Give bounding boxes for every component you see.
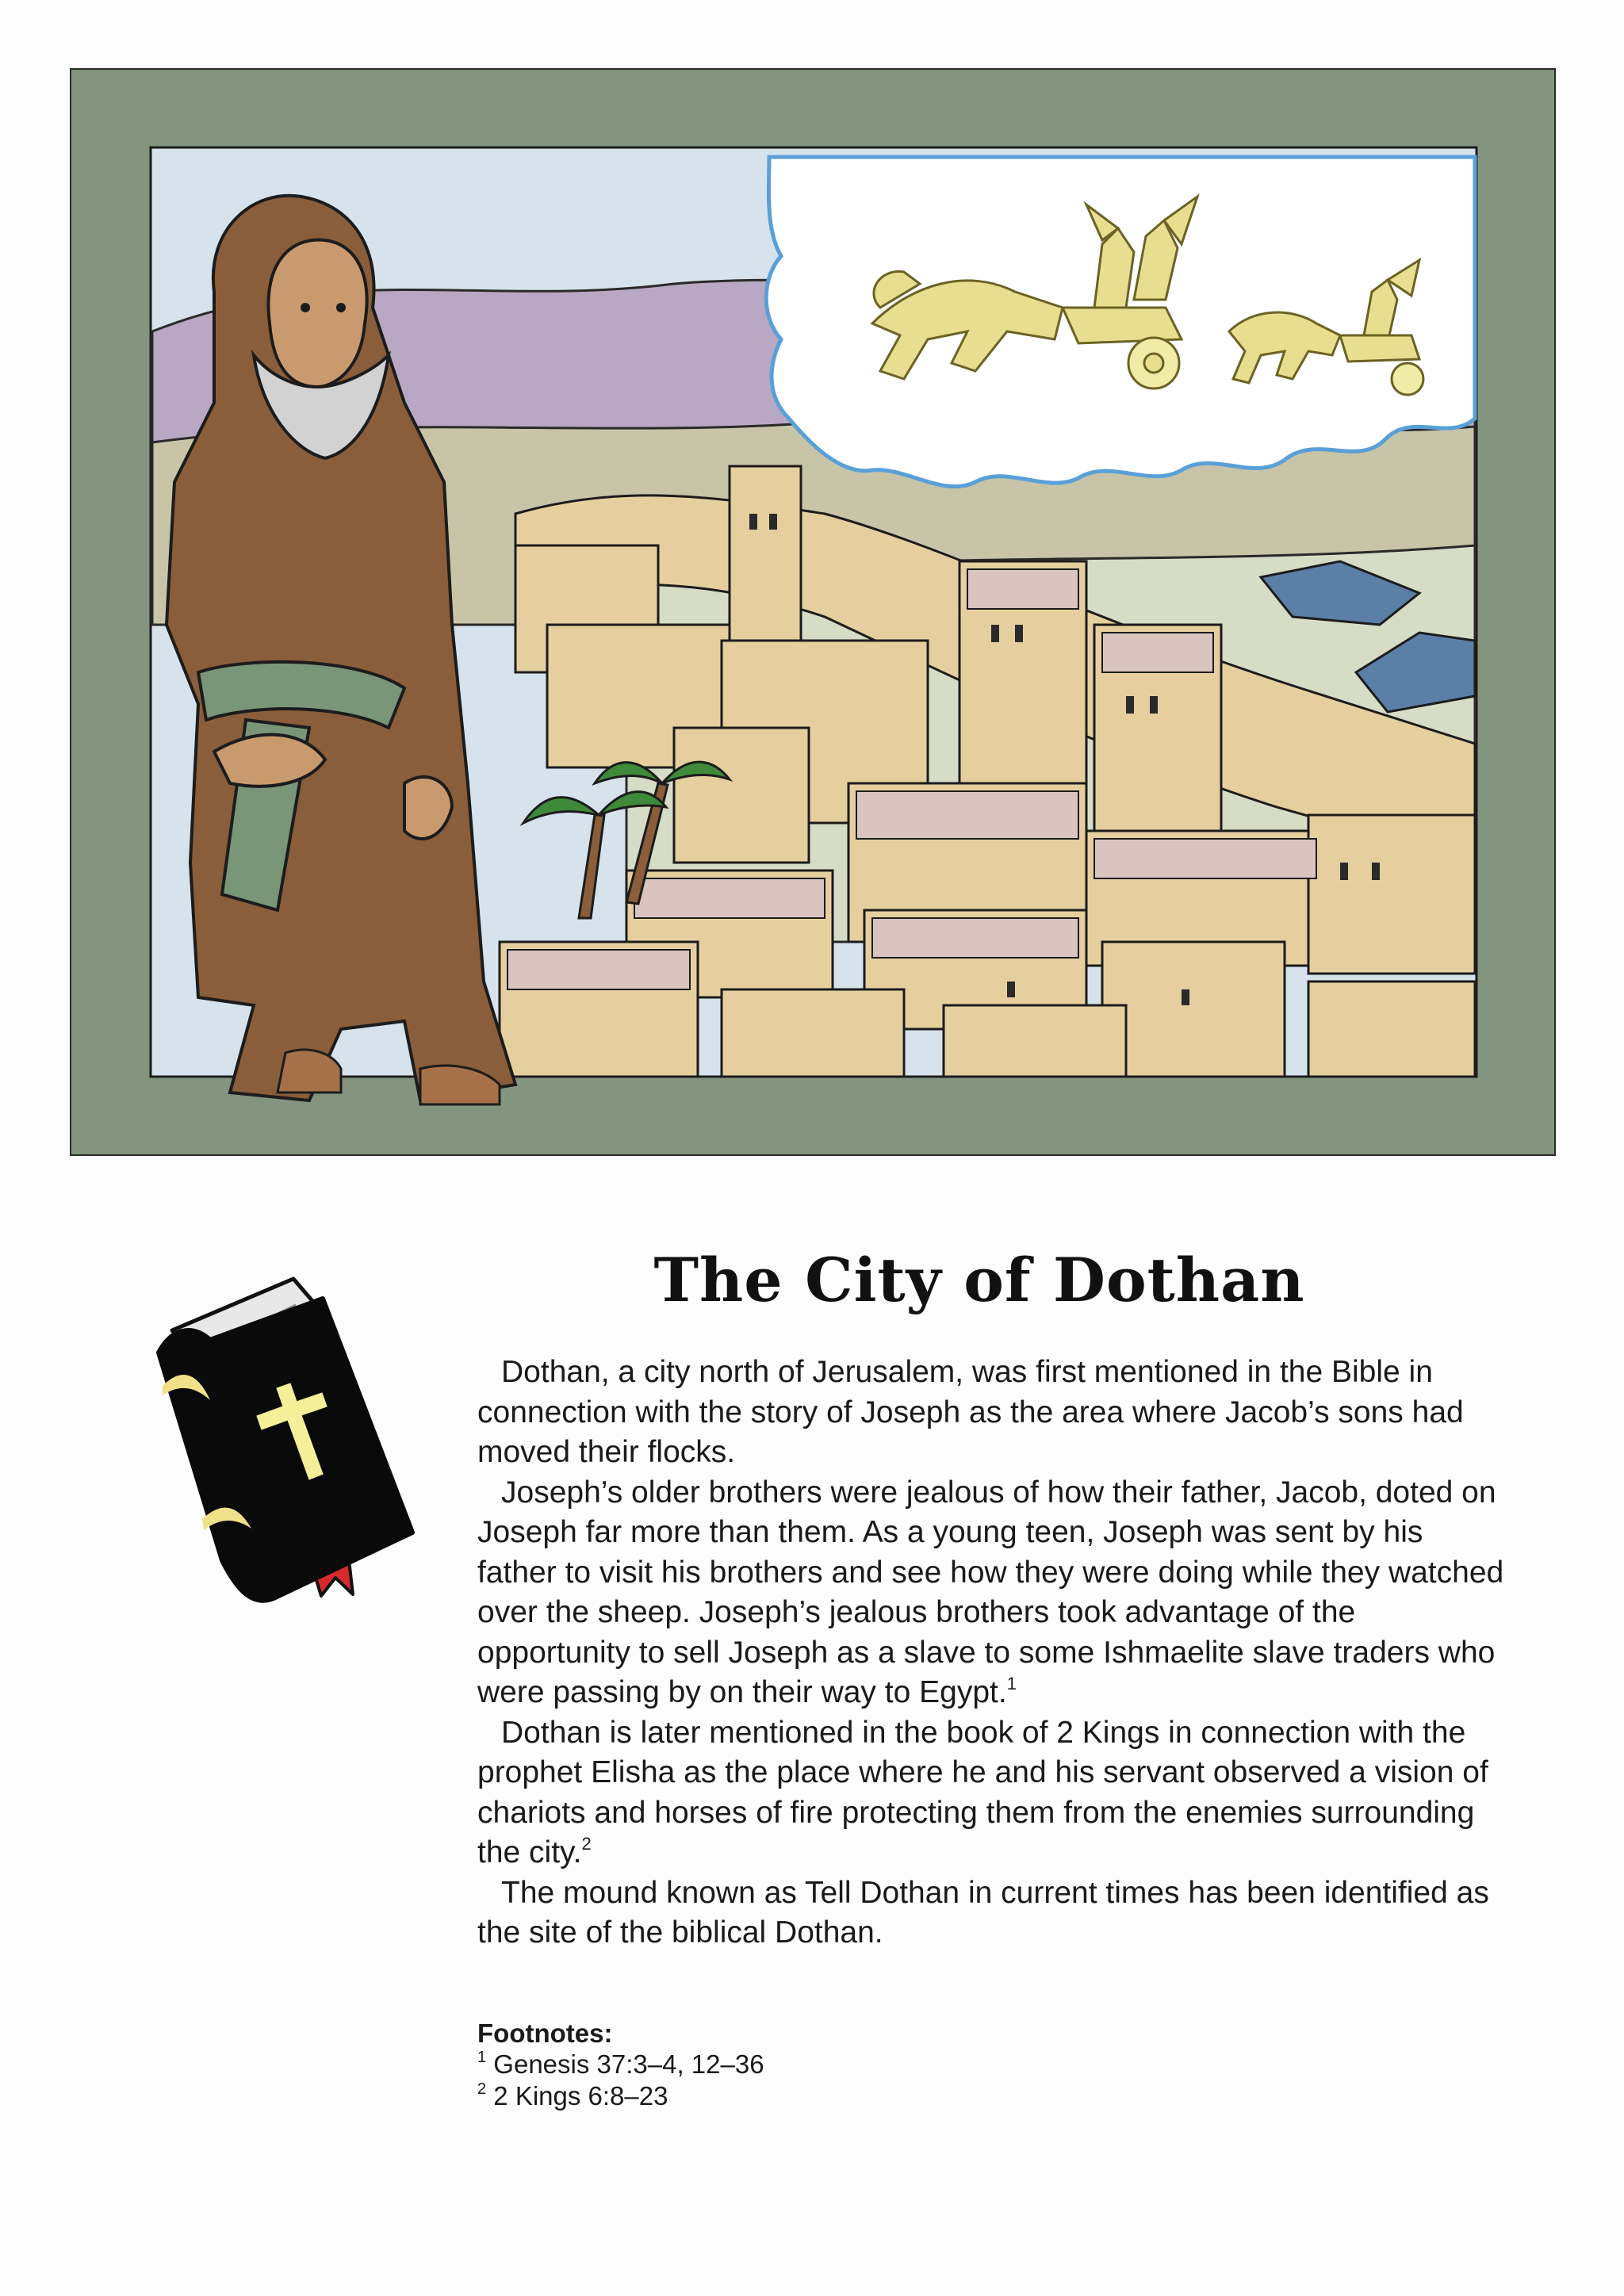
paragraph: The mound known as Tell Dothan in current times has been identified as the site of the biblical Dothan. bbox=[477, 1875, 1489, 1950]
illustration-frame bbox=[70, 68, 1556, 1156]
footnotes-heading: Footnotes: bbox=[477, 2019, 613, 2048]
paragraph: Joseph’s older brothers were jealous of how their father, Jacob, doted on Joseph far more than them. As a young teen, Joseph was sent by his father to visit his brothers and see how they were doing while they watched over the sheep. Joseph’s jealous brothers took advantage of the opportunity to sell Joseph as a slave to some Ishmaelite slave traders who were passing by on their way to Egypt.$^1$ bbox=[477, 1475, 1504, 1709]
footnote-item: $^2$ 2 Kings 6:8–23 bbox=[477, 2080, 668, 2110]
paragraph: Dothan is later mentioned in the book of 2 Kings in connection with the prophet Elisha as the place where he and his servant observed a vision of chariots and horses of fire protecting them from the enemies surrounding the city.$^2$ bbox=[477, 1715, 1488, 1869]
bible-icon bbox=[155, 1267, 416, 1624]
footnote-ref: 1 bbox=[1006, 1674, 1017, 1693]
article-body bbox=[477, 1353, 1508, 1954]
footnote-ref: 2 bbox=[581, 1834, 592, 1854]
footnote-item: $^1$ Genesis 37:3–4, 12–36 bbox=[477, 2049, 764, 2079]
dothan-illustration bbox=[71, 70, 1554, 1154]
footnotes bbox=[477, 2019, 1350, 2112]
page-title: The City of Dothan bbox=[653, 1245, 1305, 1315]
paragraph: Dothan, a city north of Jerusalem, was first mentioned in the Bible in connection with the story of Joseph as the area where Jacob’s sons had moved their flocks. bbox=[477, 1355, 1464, 1469]
